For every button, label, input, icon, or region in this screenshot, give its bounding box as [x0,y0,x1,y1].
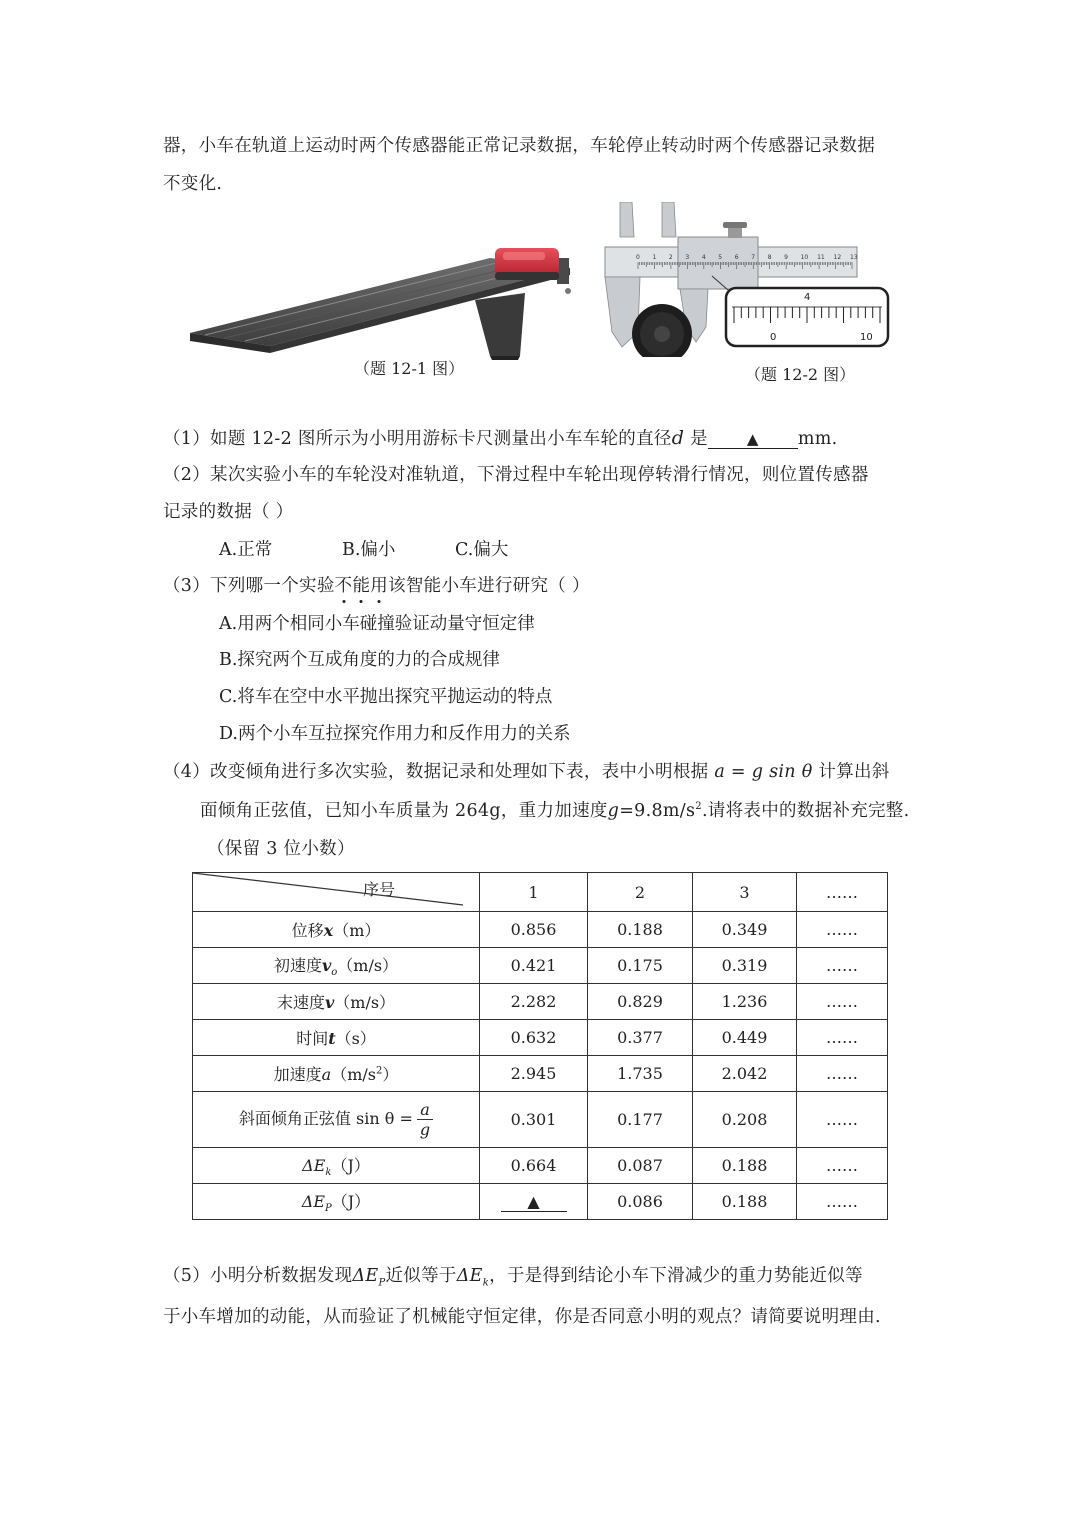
q3-prefix: （3）下列哪一个实验 [163,576,335,596]
caliper-scale-number: 4 [701,254,706,261]
row-label-acceleration: 加速度$a(m/s^2)$ [193,1056,480,1092]
figure-12-2-caliper [600,202,895,357]
table-row [193,1056,888,1092]
caliper-scale-number: 11 [817,254,825,261]
table-row [193,1092,888,1148]
q3-emphasis-1: 不 [335,576,353,596]
table-col-header: 2 [588,873,693,912]
table-col-header: 3 [693,873,797,912]
q5-line1-a: （5）小明分析数据发现 [163,1266,353,1286]
table-cell: …… [797,1020,888,1056]
table-cell: 0.177 [588,1092,693,1148]
zoom-left-label: 0 [770,332,777,343]
q4-formula: a = g sin θ [714,762,813,782]
table-cell: …… [797,984,888,1020]
q5-ep: ΔE [352,1266,379,1286]
q1-prefix: （1）如题 12-2 图所示为小明用游标卡尺测量出小车车轮的直径 [163,429,672,449]
table-row [193,1020,888,1056]
intro-line-2: 不变化. [163,174,223,194]
table-cell: 0.086 [588,1184,693,1220]
q3-suffix: 该智能小车进行研究（ ） [388,576,590,596]
question-3 [163,572,590,597]
q1-mid: 是 [690,429,708,449]
row-label-time: 时间t（s） [193,1020,480,1056]
table-cell: …… [797,1092,888,1148]
q2-option-a[interactable]: A.正常 [219,540,273,560]
table-row [193,1148,888,1184]
table-cell: 0.632 [480,1020,588,1056]
row-label-sine-theta: 斜面倾角正弦值 sin θ = $\frac{a}{g}$ [193,1092,480,1148]
table-cell: …… [797,1056,888,1092]
table-cell: 0.421 [480,948,588,984]
table-cell: 0.319 [693,948,797,984]
caliper-scale-number: 2 [668,254,673,261]
table-col-header: 1 [480,873,588,912]
caliper-scale-number: 7 [751,254,756,261]
table-cell: 0.856 [480,912,588,948]
row-label-initial-velocity: 初速度$v_o(m/s)$ [193,948,480,984]
table-cell: 0.188 [588,912,693,948]
q5-ek-sub: k [482,1277,490,1289]
table-cell: 0.175 [588,948,693,984]
table-row [193,1184,888,1220]
row-label-final-velocity: 末速度v（m/s） [193,984,480,1020]
q4-line2-sup: 2 [695,801,702,813]
table-header-row [193,873,888,912]
header-diagonal-line [193,873,479,911]
table-cell: 1.236 [693,984,797,1020]
q3-emphasis-3: 用 [370,576,388,596]
table-cell: …… [797,948,888,984]
question-5-line-2: 于小车增加的动能，从而验证了机械能守恒定律，你是否同意小明的观点？请简要说明理由. [163,1307,881,1327]
table-cell: 2.945 [480,1056,588,1092]
table-row [193,912,888,948]
table-cell: 0.664 [480,1148,588,1184]
caliper-scale-number: 0 [636,254,640,261]
q3-option-d[interactable]: D.两个小车互拉探究作用力和反作用力的关系 [219,724,571,744]
row-label-delta-ek: $\Delta E_k(J)$ [193,1148,480,1184]
question-2-line-1: （2）某次实验小车的车轮没对准轨道，下滑过程中车轮出现停转滑行情况，则位置传感器 [163,465,869,485]
caliper-scale-number: 3 [685,254,690,261]
ep-answer-blank[interactable]: ▲ [501,1192,567,1212]
table-cell: …… [797,1148,888,1184]
question-2-line-2: 记录的数据（ ） [163,502,294,522]
table-cell: …… [797,1184,888,1220]
figure-12-2-caption: （题 12-2 图） [745,365,856,384]
q5-line1-b: 近似等于 [385,1266,457,1286]
figure-12-1-caption: （题 12-1 图） [354,359,465,378]
q4-line1-prefix: （4）改变倾角进行多次实验，数据记录和处理如下表，表中小明根据 [163,762,709,782]
table-cell: 0.829 [588,984,693,1020]
table-cell: 2.282 [480,984,588,1020]
question-5-line-1 [163,1262,863,1289]
table-cell: 2.042 [693,1056,797,1092]
q5-line1-c: ，于是得到结论小车下滑减少的重力势能近似等 [489,1266,863,1286]
q2-option-b[interactable]: B.偏小 [342,540,396,560]
q4-line1-suffix: 计算出斜 [818,762,890,782]
table-cell: 0.188 [693,1148,797,1184]
q3-emphasis-2: 能 [352,576,370,596]
question-4-line-2 [200,797,909,822]
table-header-label: 序号 [363,880,396,899]
question-1 [163,425,838,450]
q3-option-b[interactable]: B.探究两个互成角度的力的合成规律 [219,650,500,670]
q3-option-c[interactable]: C.将车在空中水平抛出探究平抛运动的特点 [219,687,553,707]
table-cell: 0.449 [693,1020,797,1056]
row-label-displacement: 位移x（m） [193,912,480,948]
table-header-diagonal-cell [193,873,480,912]
table-cell: 0.188 [693,1184,797,1220]
q1-answer-blank[interactable]: ▲ [708,431,798,449]
caliper-scale-number: 12 [833,254,842,261]
q5-ek: ΔE [456,1266,483,1286]
table-cell: 0.087 [588,1148,693,1184]
caliper-scale-number: 13 [850,254,858,261]
table-row [193,948,888,984]
table-row [193,984,888,1020]
table-cell: 0.301 [480,1092,588,1148]
q4-line2-c: .请将表中的数据补充完整. [701,801,910,821]
question-4-line-1 [163,758,890,783]
table-cell: 0.208 [693,1092,797,1148]
q1-var: d [671,427,685,449]
table-cell: 0.377 [588,1020,693,1056]
table-cell: …… [797,912,888,948]
q5-ep-sub: P [378,1277,386,1289]
caliper-scale-number: 5 [718,254,723,261]
caliper-scale-number: 9 [784,254,788,261]
caliper-scale-number: 1 [652,254,657,261]
q1-unit: mm. [797,429,838,449]
figure-12-1-track [185,238,580,363]
zoom-top-label: 4 [804,292,811,303]
table-cell: 1.735 [588,1056,693,1092]
table-cell: 0.349 [693,912,797,948]
table-col-header: …… [797,873,888,912]
q3-option-a[interactable]: A.用两个相同小车碰撞验证动量守恒定律 [219,614,535,634]
q4-line2-a: 面倾角正弦值，已知小车质量为 264g，重力加速度 [200,801,608,821]
q4-line2-g: g [607,801,620,821]
data-table [192,872,888,1220]
table-answer-blank-cell[interactable] [480,1184,588,1220]
q4-line2-b: =9.8m/s [619,801,696,821]
intro-line-1: 器，小车在轨道上运动时两个传感器能正常记录数据，车轮停止转动时两个传感器记录数据 [163,136,875,156]
caliper-scale-number: 6 [734,254,739,261]
caliper-scale-number: 8 [767,254,772,261]
q2-option-c[interactable]: C.偏大 [455,540,509,560]
question-4-line-3: （保留 3 位小数） [207,839,355,859]
row-label-delta-ep: $\Delta E_P(J)$ [193,1184,480,1220]
zoom-right-label: 10 [860,332,873,343]
caliper-scale-number: 10 [800,254,809,261]
